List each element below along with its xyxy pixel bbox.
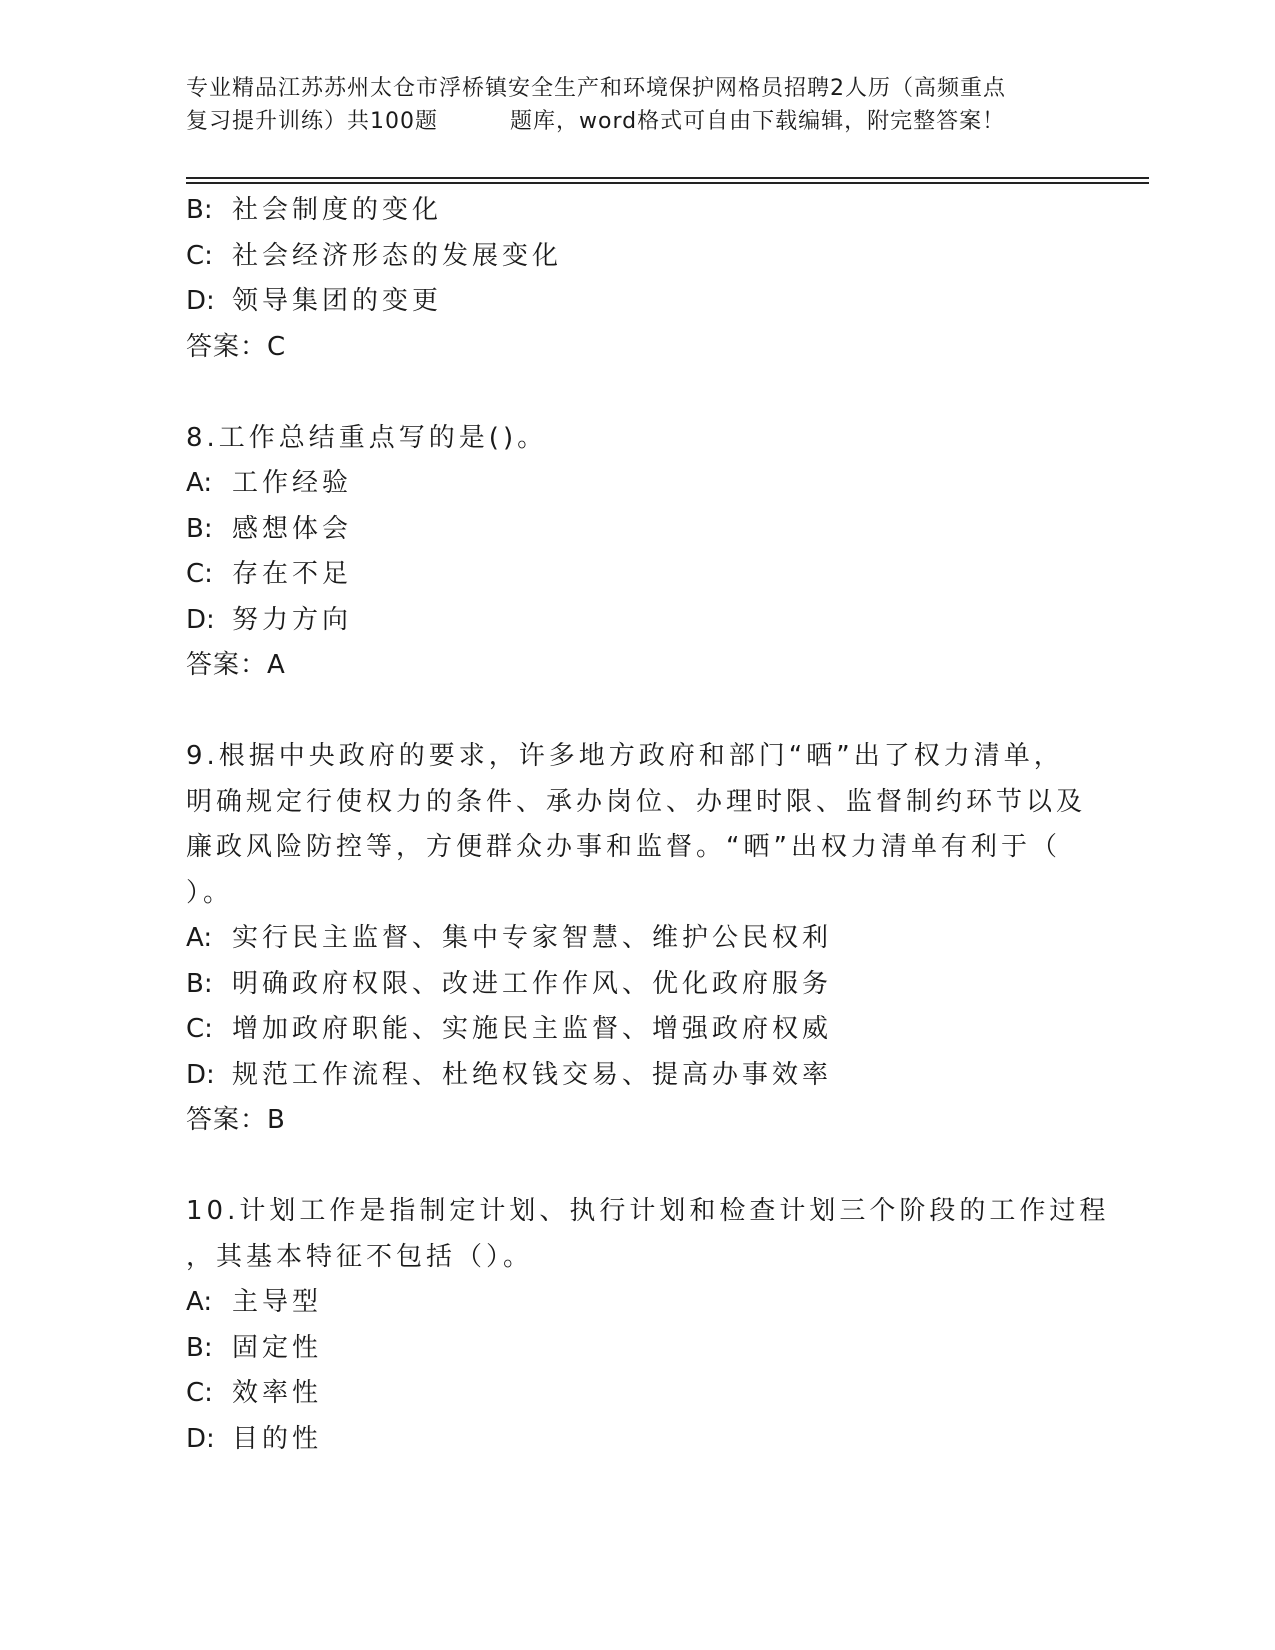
answer-line: 答案：A (186, 650, 286, 680)
option-letter: D: (186, 604, 215, 635)
option-c (186, 1007, 1086, 1053)
header-divider-top (186, 177, 1149, 179)
question-9 (186, 734, 1086, 1144)
option-text: 实行民主监督、集中专家智慧、维护公民权利 (232, 923, 833, 953)
option-letter: A: (186, 1287, 213, 1317)
option-c (186, 234, 1086, 280)
option-letter: D: (186, 1059, 215, 1090)
option-text: 规范工作流程、杜绝权钱交易、提高办事效率 (232, 1059, 833, 1090)
option-d (186, 598, 1086, 644)
option-c (186, 1371, 1086, 1417)
document-header (186, 72, 1086, 138)
option-letter: A: (186, 923, 213, 953)
question-spacer (186, 689, 1086, 735)
option-a (186, 916, 1086, 962)
option-letter: C: (186, 1014, 213, 1044)
header-line-2 (186, 105, 1086, 138)
question-stem-line: ，其基本特征不包括（）。 (186, 1241, 534, 1272)
question-list (186, 188, 1110, 1462)
option-letter: A: (186, 468, 213, 498)
header-line-2-part-2: 题库，word格式可自由下载编辑，附完整答案！ (510, 109, 1006, 134)
option-b (186, 507, 1086, 553)
option-letter: D: (186, 1423, 215, 1454)
option-text: 明确政府权限、改进工作作风、优化政府服务 (232, 968, 833, 999)
option-d (186, 1417, 1086, 1463)
question-spacer (186, 370, 1086, 416)
option-letter: B: (186, 968, 213, 999)
option-b (186, 1326, 1086, 1372)
option-letter: D: (186, 286, 215, 316)
option-text: 领导集团的变更 (232, 286, 443, 316)
option-d (186, 279, 1086, 325)
option-letter: B: (186, 195, 213, 225)
option-text: 增加政府职能、实施民主监督、增强政府权威 (232, 1014, 833, 1044)
option-text: 目的性 (232, 1423, 323, 1454)
header-line-2-part-1: 复习提升训练）共100题 (186, 109, 438, 134)
header-divider-bottom (186, 182, 1149, 184)
option-text: 感想体会 (232, 513, 353, 544)
option-letter: C: (186, 559, 213, 589)
option-text: 努力方向 (232, 604, 353, 635)
option-letter: C: (186, 1378, 213, 1408)
option-text: 效率性 (232, 1378, 323, 1408)
option-text: 社会经济形态的发展变化 (232, 240, 563, 271)
question-stem-line: 9.根据中央政府的要求，许多地方政府和部门“晒”出了权力清单， (186, 741, 1064, 771)
option-c (186, 552, 1086, 598)
option-text: 固定性 (232, 1332, 323, 1363)
option-letter: C: (186, 240, 213, 271)
option-d (186, 1053, 1086, 1099)
header-line-1: 专业精品江苏苏州太仓市浮桥镇安全生产和环境保护网格员招聘2人历（高频重点 (186, 76, 1006, 101)
question-stem-line: 10.计划工作是指制定计划、执行计划和检查计划三个阶段的工作过程 (186, 1196, 1110, 1226)
option-text: 存在不足 (232, 559, 353, 589)
option-text: 主导型 (232, 1287, 323, 1317)
question-stem-line: 明确规定行使权力的条件、承办岗位、办理时限、监督制约环节以及 (186, 786, 1087, 817)
option-b (186, 962, 1086, 1008)
answer-line: 答案：B (186, 1105, 286, 1135)
option-text: 社会制度的变化 (232, 195, 443, 225)
question-spacer (186, 1144, 1086, 1190)
question-8 (186, 416, 1086, 689)
option-letter: B: (186, 1332, 213, 1363)
question-stem: 8.工作总结重点写的是()。 (186, 422, 548, 453)
option-b (186, 188, 1086, 234)
question-stem-line: ）。 (186, 877, 234, 908)
option-letter: B: (186, 513, 213, 544)
option-a (186, 1280, 1086, 1326)
question-stem-line: 廉政风险防控等，方便群众办事和监督。“晒”出权力清单有利于（ (186, 832, 1061, 862)
question-10 (186, 1189, 1110, 1462)
option-text: 工作经验 (232, 468, 353, 498)
question-7-continued (186, 188, 1086, 370)
answer-line: 答案：C (186, 331, 287, 362)
option-a (186, 461, 1086, 507)
